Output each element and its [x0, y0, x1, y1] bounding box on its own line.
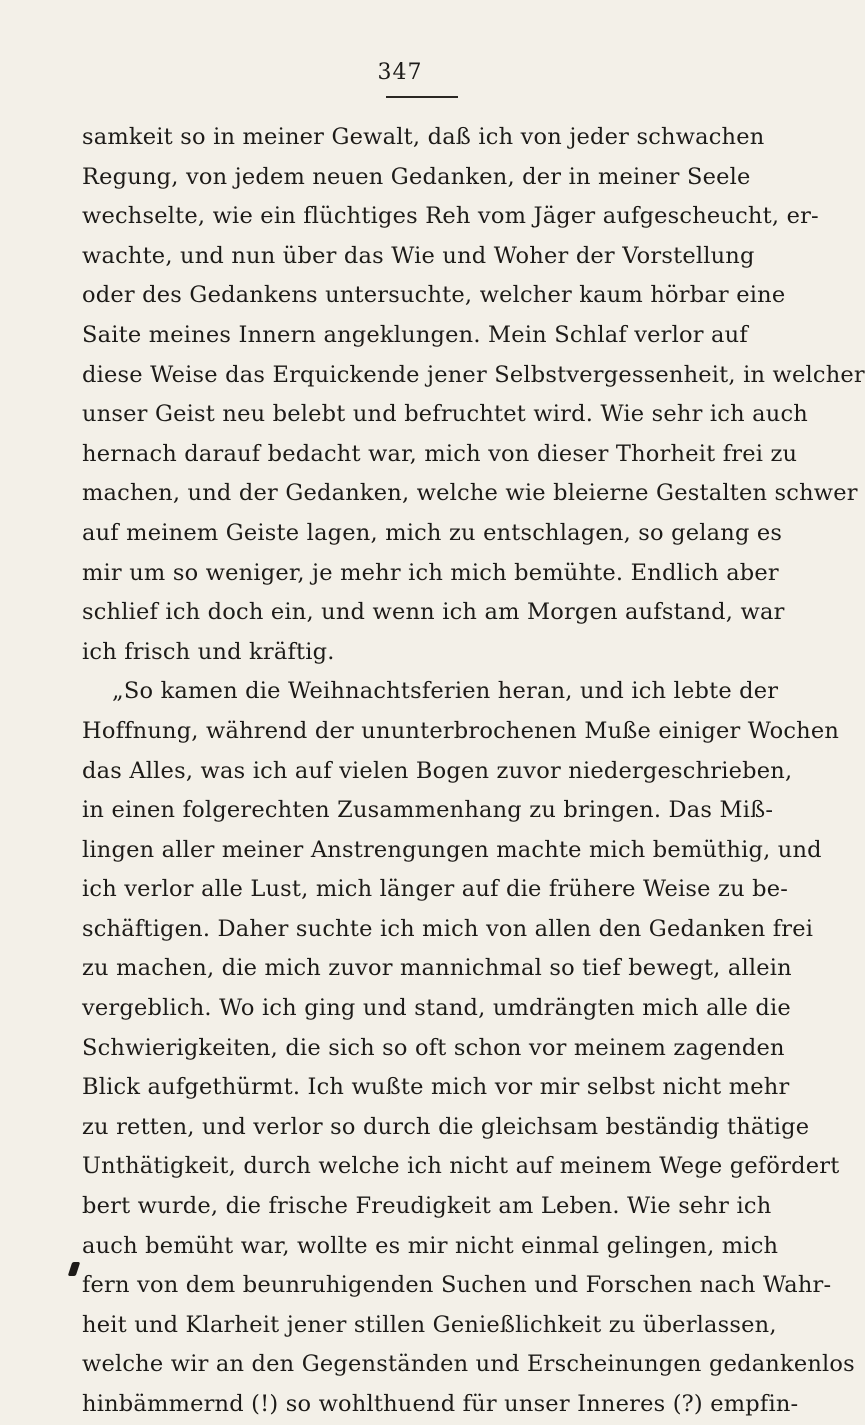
ink-mark — [68, 1262, 81, 1276]
text-line: schlief ich doch ein, und wenn ich am Morgen aufstand, war — [82, 599, 785, 626]
text-line: schäftigen. Daher suchte ich mich von allen den Gedanken frei — [82, 915, 814, 942]
text-line: hinbämmernd (!) so wohlthuend für unser Inneres (?) empfin- — [82, 1391, 799, 1417]
text-line: Regung, von jedem neuen Gedanken, der in meiner Seele — [82, 163, 751, 190]
text-line: heit und Klarheit jener stillen Genießlichkeit zu überlassen, — [82, 1311, 777, 1338]
text-line: diese Weise das Erquickende jener Selbstvergessenheit, in welcher — [82, 361, 865, 388]
text-line: welche wir an den Gegenständen und Erscheinungen gedankenlos — [82, 1351, 855, 1378]
text-line: ich frisch und kräftig. — [82, 638, 335, 665]
text-line: Hoffnung, während der ununterbrochenen Muße einiger Wochen — [82, 717, 840, 744]
text-line: in einen folgerechten Zusammenhang zu bringen. Das Miß- — [82, 797, 774, 824]
text-line: wachte, und nun über das Wie und Woher der Vorstellung — [82, 242, 755, 269]
text-line: lingen aller meiner Anstrengungen machte mich bemüthig, und — [82, 836, 822, 863]
text-line: unser Geist neu belebt und befruchtet wird. Wie sehr ich auch — [82, 401, 808, 428]
text-line: Blick aufgethürmt. Ich wußte mich vor mir selbst nicht mehr — [82, 1074, 790, 1101]
paragraph-start-line: „So kamen die Weihnachtsferien heran, und ich lebte der — [112, 678, 779, 705]
text-line: auf meinem Geiste lagen, mich zu entschlagen, so gelang es — [82, 519, 783, 546]
text-line: oder des Gedankens untersuchte, welcher kaum hörbar eine — [82, 282, 786, 309]
text-line: zu retten, und verlor so durch die gleichsam beständig thätige — [82, 1113, 810, 1140]
body-text — [82, 118, 865, 1425]
text-line: auch bemüht war, wollte es mir nicht einmal gelingen, mich — [82, 1232, 779, 1259]
text-line: bert wurde, die frische Freudigkeit am Leben. Wie sehr ich — [82, 1193, 772, 1220]
header-rule — [386, 96, 458, 98]
text-line: ich verlor alle Lust, mich länger auf die frühere Weise zu be- — [82, 876, 789, 903]
text-line: zu machen, die mich zuvor mannichmal so tief bewegt, allein — [82, 955, 792, 982]
text-line: machen, und der Gedanken, welche wie bleierne Gestalten schwer — [82, 480, 858, 507]
text-line: fern von dem beunruhigenden Suchen und Forschen nach Wahr- — [82, 1272, 832, 1299]
text-line: Schwierigkeiten, die sich so oft schon vor meinem zagenden — [82, 1034, 785, 1061]
text-line: vergeblich. Wo ich ging und stand, umdrängten mich alle die — [82, 995, 791, 1022]
text-line: hernach darauf bedacht war, mich von dieser Thorheit frei zu — [82, 440, 798, 467]
text-line: mir um so weniger, je mehr ich mich bemühte. Endlich aber — [82, 559, 779, 586]
text-line: samkeit so in meiner Gewalt, daß ich von jeder schwachen — [82, 124, 765, 150]
text-line: das Alles, was ich auf vielen Bogen zuvor niedergeschrieben, — [82, 757, 793, 784]
text-line: Unthätigkeit, durch welche ich nicht auf meinem Wege gefördert — [82, 1153, 840, 1180]
text-line: Saite meines Innern angeklungen. Mein Schlaf verlor auf — [82, 321, 748, 348]
page-number: 347 — [377, 60, 423, 85]
text-line: wechselte, wie ein flüchtiges Reh vom Jäger aufgescheucht, er- — [82, 203, 819, 230]
